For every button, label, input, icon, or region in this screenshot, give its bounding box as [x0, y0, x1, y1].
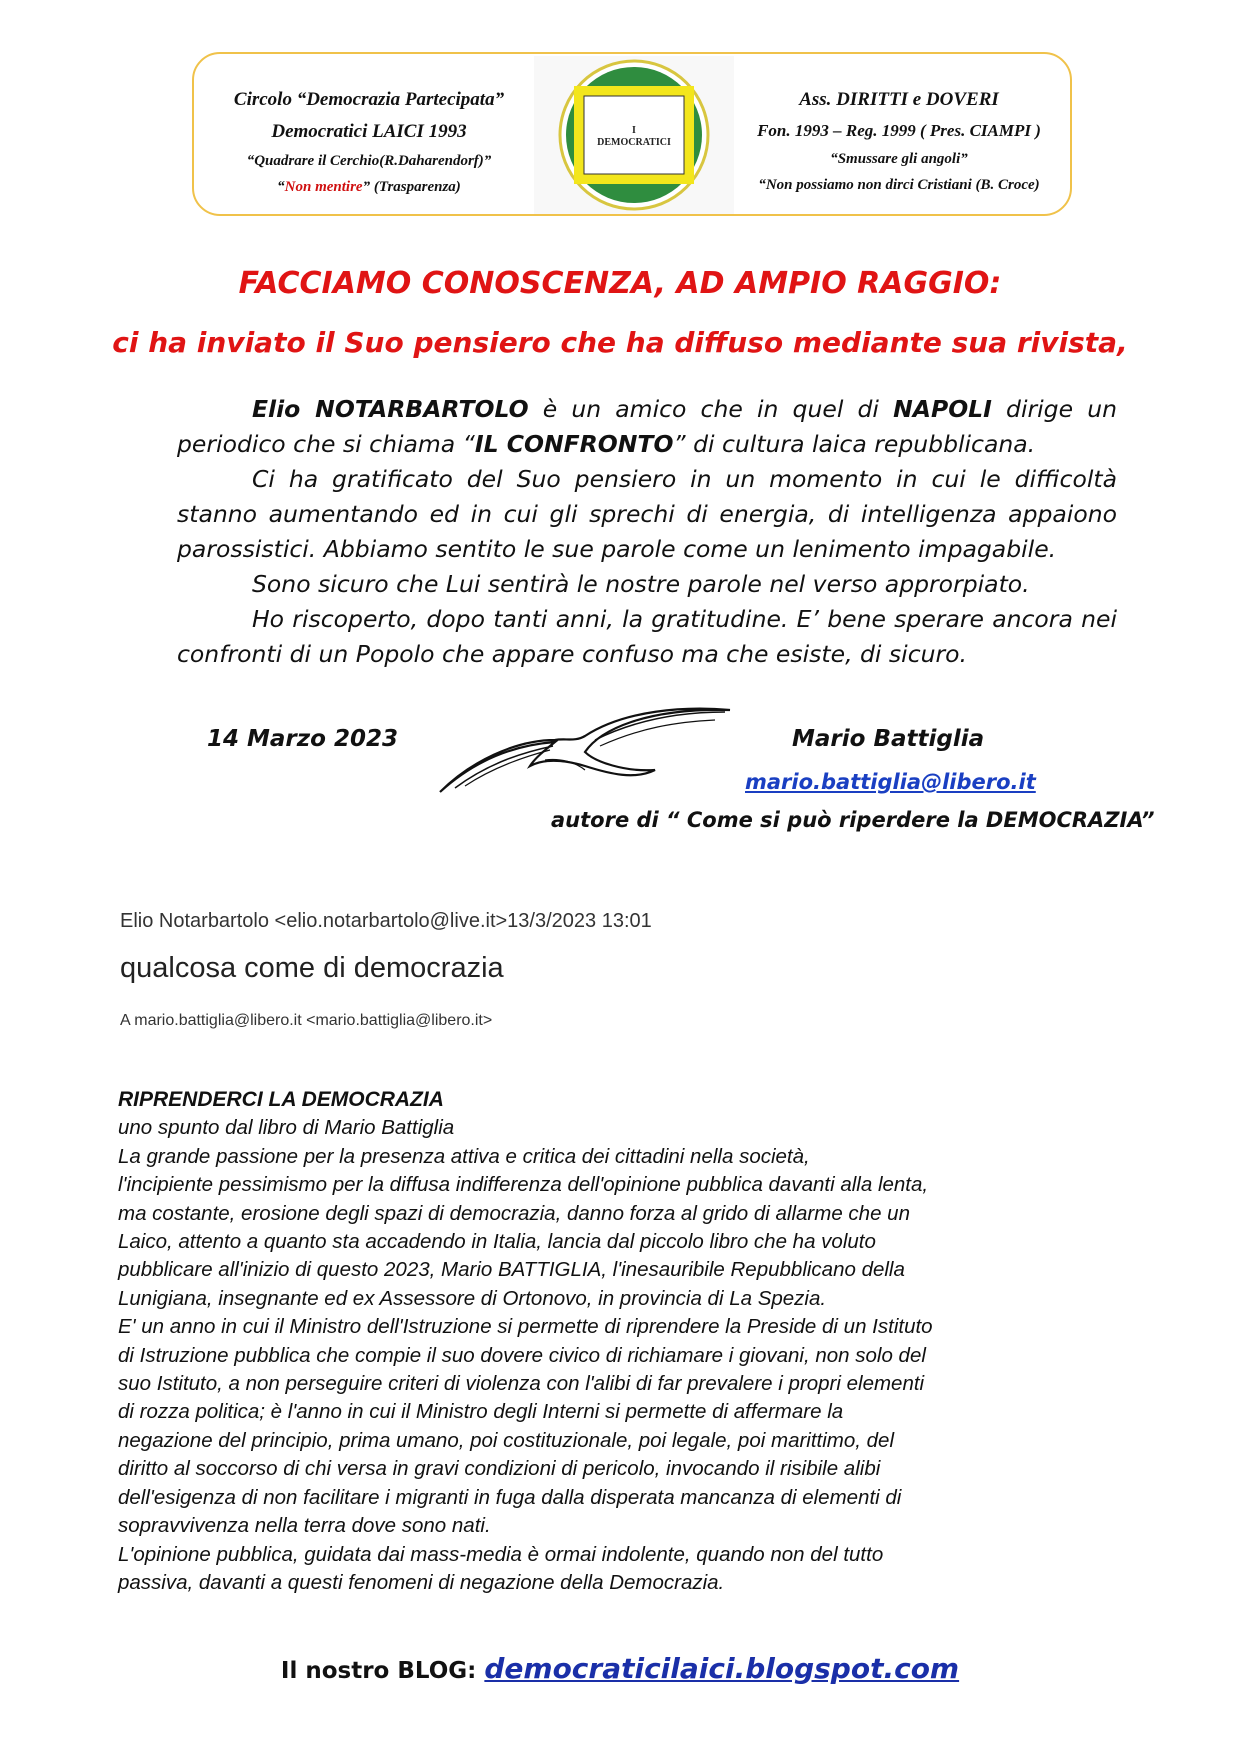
circolo-motto-2: “Non mentire” (Trasparenza) — [277, 179, 461, 195]
article — [118, 1086, 1128, 1597]
article-title: RIPRENDERCI LA DEMOCRAZIA — [118, 1088, 444, 1111]
letter-paragraph: Ci ha gratificato del Suo pensiero in un momento in cui le difficoltà stanno aumentando ed in cui gli sprechi di energia, di intelligenza appaiono parossistici. Abbiamo sentito le sue parole come un lenimento impagabile. — [177, 465, 1117, 563]
article-line: negazione del principio, prima umano, poi costituzionale, poi legale, poi marittimo, del — [118, 1428, 895, 1452]
magazine-name: IL CONFRONTO — [474, 430, 674, 458]
letterhead-left — [204, 84, 534, 200]
city-name: NAPOLI — [893, 395, 992, 423]
article-line: di Istruzione pubblica che compie il suo dovere civico di richiamare i giovani, non solo del — [118, 1343, 926, 1367]
footer-label: Il nostro BLOG: — [280, 1658, 485, 1684]
article-line: di rozza politica; è l'anno in cui il Ministro degli Interni si permette di affermare la — [118, 1400, 844, 1424]
letter-paragraph: Ho riscoperto, dopo tanti anni, la gratitudine. E’ bene sperare ancora nei confronti di un Popolo che appare confuso ma che esiste, di sicuro. — [177, 605, 1117, 668]
association-founded: Fon. 1993 – Reg. 1999 ( Pres. CIAMPI ) — [757, 121, 1041, 140]
author-book: autore di “ Come si può riperdere la DEMOCRAZIA” — [551, 808, 1155, 832]
author-name: Mario Battiglia — [792, 726, 985, 752]
footer — [0, 1652, 1240, 1685]
article-line: Lunigiana, insegnante ed ex Assessore di Ortonovo, in provincia di La Spezia. — [118, 1286, 827, 1310]
motto-red: Non mentire — [284, 179, 363, 195]
text-span: ” di cultura laica repubblicana. — [673, 430, 1036, 458]
article-line: uno spunto dal libro di Mario Battiglia — [118, 1116, 455, 1140]
email-sender: Elio Notarbartolo <elio.notarbartolo@live.it>13/3/2023 13:01 — [120, 910, 652, 932]
letterhead — [192, 52, 1072, 216]
circolo-subtitle: Democratici LAICI 1993 — [271, 121, 467, 142]
logo-word: DEMOCRATICI — [597, 137, 671, 148]
article-line: ma costante, erosione degli spazi di democrazia, danno forza al grido di allarme che un — [118, 1201, 910, 1225]
logo-letter: I — [632, 125, 636, 136]
logo-text — [586, 125, 682, 149]
article-text — [118, 1114, 1128, 1597]
letter-paragraph — [177, 392, 1117, 462]
letter-paragraph: Sono sicuro che Lui sentirà le nostre parole nel verso approrpiato. — [252, 570, 1030, 598]
person-name: Elio NOTARBARTOLO — [252, 395, 529, 423]
article-line: La grande passione per la presenza attiva e critica dei cittadini nella società, — [118, 1144, 810, 1168]
logo — [534, 56, 734, 214]
article-line: Laico, attento a quanto sta accadendo in Italia, lancia dal piccolo libro che ha voluto — [118, 1230, 876, 1254]
association-name: Ass. DIRITTI e DOVERI — [799, 89, 999, 110]
article-line: diritto al soccorso di chi versa in gravi condizioni di pericolo, invocando il risibile alibi — [118, 1457, 881, 1481]
text-span: dirige un periodico che si chiama “ — [177, 395, 1117, 458]
article-line: sopravvivenza nella terra dove sono nati. — [118, 1514, 491, 1538]
motto-rest: (Trasparenza) — [370, 179, 461, 195]
email-subject: qualcosa come di democrazia — [120, 952, 504, 984]
text-span: è un amico che in quel di — [528, 395, 894, 423]
page-title: FACCIAMO CONOSCENZA, AD AMPIO RAGGIO: — [238, 266, 1002, 301]
letter-body — [177, 392, 1117, 672]
author-email-link[interactable]: mario.battiglia@libero.it — [745, 770, 1036, 794]
association-quote: “Non possiamo non dirci Cristiani (B. Croce) — [758, 177, 1040, 193]
email-recipient: A mario.battiglia@libero.it <mario.battiglia@libero.it> — [120, 1012, 493, 1029]
seagull-icon — [435, 700, 745, 800]
article-line: dell'esigenza di non facilitare i migranti in fuga dalla disperata mancanza di elementi di — [118, 1485, 902, 1509]
letterhead-right — [734, 84, 1064, 198]
article-line: passiva, davanti a questi fenomeni di negazione della Democrazia. — [118, 1570, 725, 1594]
letter-date: 14 Marzo 2023 — [207, 726, 398, 752]
blog-link[interactable]: democraticilaici.blogspot.com — [484, 1652, 960, 1685]
association-motto: “Smussare gli angoli” — [830, 151, 968, 167]
page-subtitle: ci ha inviato il Suo pensiero che ha diffuso mediante sua rivista, — [112, 326, 1128, 359]
article-line: pubblicare all'inizio di questo 2023, Mario BATTIGLIA, l'inesauribile Repubblicano della — [118, 1258, 905, 1282]
article-line: E' un anno in cui il Ministro dell'Istruzione si permette di riprendere la Preside di un Istituto — [118, 1315, 933, 1339]
article-line: L'opinione pubblica, guidata dai mass-media è ormai indolente, quando non del tutto — [118, 1542, 884, 1566]
article-line: suo Istituto, a non perseguire criteri di violenza con l'alibi di far prevalere i propri elementi — [118, 1372, 925, 1396]
circolo-motto: “Quadrare il Cerchio(R.Daharendorf)” — [246, 153, 492, 169]
circolo-name: Circolo “Democrazia Partecipata” — [233, 89, 505, 110]
article-line: l'incipiente pessimismo per la diffusa indifferenza dell'opinione pubblica davanti alla lenta, — [118, 1173, 929, 1197]
